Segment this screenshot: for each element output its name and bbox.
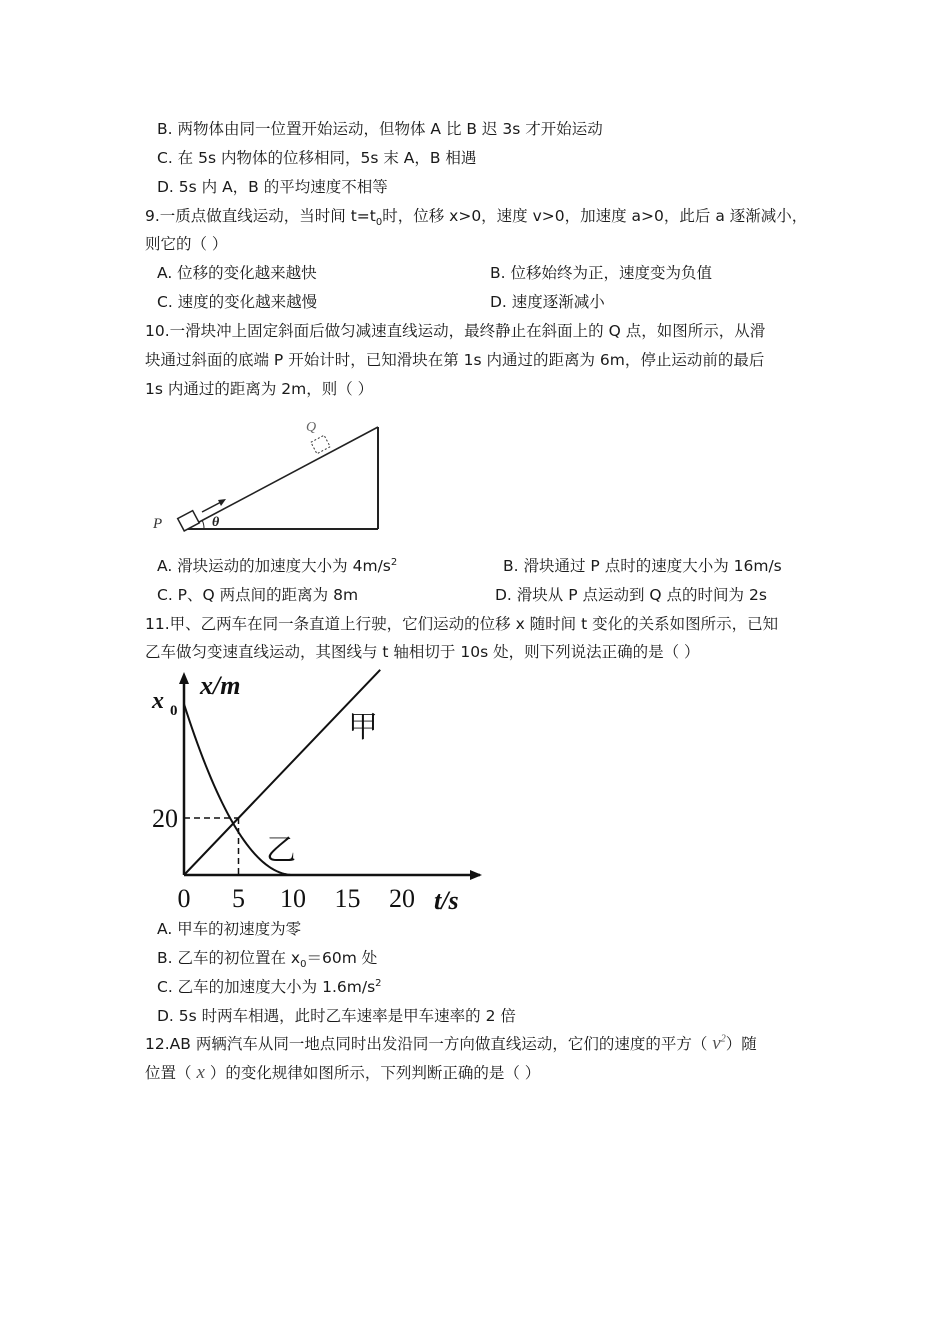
q10-option-b: B. 滑块通过 P 点时的速度大小为 16m/s (503, 557, 782, 575)
label-theta: θ (212, 515, 220, 530)
incline-slope (186, 427, 378, 529)
x-tick-label: 20 (389, 884, 415, 913)
x-axis-label: t/s (434, 886, 459, 915)
q9-option-b: B. 位移始终为正，速度变为负值 (490, 264, 712, 282)
x-tick-label: 15 (334, 884, 361, 913)
symbol-v-squared: $v^2$ (712, 1033, 726, 1054)
displacement-time-chart (140, 664, 490, 916)
q8-option-c: C. 在 5s 内物体的位移相同，5s 末 A，B 相遇 (157, 149, 477, 167)
q8-option-d: D. 5s 内 A，B 的平均速度不相等 (157, 178, 388, 196)
label-q: Q (306, 420, 317, 435)
q9-option-d: D. 速度逐渐减小 (490, 293, 605, 311)
q11-stem-line-1: 11.甲、乙两车在同一条直道上行驶，它们运动的位移 x 随时间 t 变化的关系如图所示，已知 (145, 615, 779, 633)
angle-arc (202, 520, 204, 529)
q8-option-b: B. 两物体由同一位置开始运动，但物体 A 比 B 迟 3s 才开始运动 (157, 120, 603, 138)
slider-block (178, 511, 200, 531)
series-jia-label: 甲 (348, 711, 378, 744)
y-tick-label: 20 (152, 804, 178, 833)
x-axis-arrow (470, 870, 482, 880)
q10-option-c: C. P、Q 两点间的距离为 8m (157, 586, 359, 604)
y-top-label: x (152, 688, 164, 714)
q9-stem-line-1: 9.一质点做直线运动，当时间 $t=t_0$时，位移 x>0，速度 v>0，加速度 a>0，此后 a 逐渐减小， (145, 207, 808, 229)
q10-stem-line-2: 块通过斜面的底端 P 开始计时，已知滑块在第 1s 内通过的距离为 6m，停止运动前的最后 (145, 351, 765, 369)
q10-option-a: A. 滑块运动的加速度大小为 $4m/s^2$ (157, 556, 398, 575)
q11-option-c: C. 乙车的加速度大小为 $1.6m/s^2$ (157, 977, 382, 996)
incline-figure (148, 410, 388, 538)
x-tick-label: 10 (280, 884, 306, 913)
q11-option-d: D. 5s 时两车相遇，此时乙车速率是甲车速率的 2 倍 (157, 1007, 516, 1025)
q10-option-d: D. 滑块从 P 点运动到 Q 点的时间为 2s (495, 586, 767, 604)
x-tick-label: 0 (177, 884, 191, 913)
symbol-x: x (196, 1062, 205, 1083)
q12-stem-line-2: 位置（ x ）的变化规律如图所示，下列判断正确的是（ ） (145, 1062, 541, 1083)
y-axis-label: x/m (200, 671, 241, 700)
q9-stem-line-2: 则它的（ ） (145, 235, 228, 253)
q9-option-c: C. 速度的变化越来越慢 (157, 293, 318, 311)
series-yi-label: 乙 (266, 834, 296, 867)
q11-stem-line-2: 乙车做匀变速直线运动，其图线与 t 轴相切于 10s 处，则下列说法正确的是（ ） (145, 643, 700, 661)
label-p: P (153, 516, 163, 532)
q9-option-a: A. 位移的变化越来越快 (157, 264, 317, 282)
y-top-label-subscript: 0 (170, 703, 178, 719)
rest-position-marker (311, 435, 330, 454)
x-tick-label: 5 (232, 884, 245, 913)
q10-stem-line-3: 1s 内通过的距离为 2m，则（ ） (145, 380, 374, 398)
q11-option-a: A. 甲车的初速度为零 (157, 920, 302, 938)
q10-stem-line-1: 10.一滑块冲上固定斜面后做匀减速直线运动，最终静止在斜面上的 Q 点，如图所示，从滑 (145, 322, 766, 340)
q12-stem-line-1: 12.AB 两辆汽车从同一地点同时出发沿同一方向做直线运动，它们的速度的平方（ $v^2$）随 (145, 1033, 757, 1054)
y-axis-arrow (179, 672, 189, 684)
q11-option-b: B. 乙车的初位置在 $x_0=60m$ 处 (157, 949, 378, 971)
